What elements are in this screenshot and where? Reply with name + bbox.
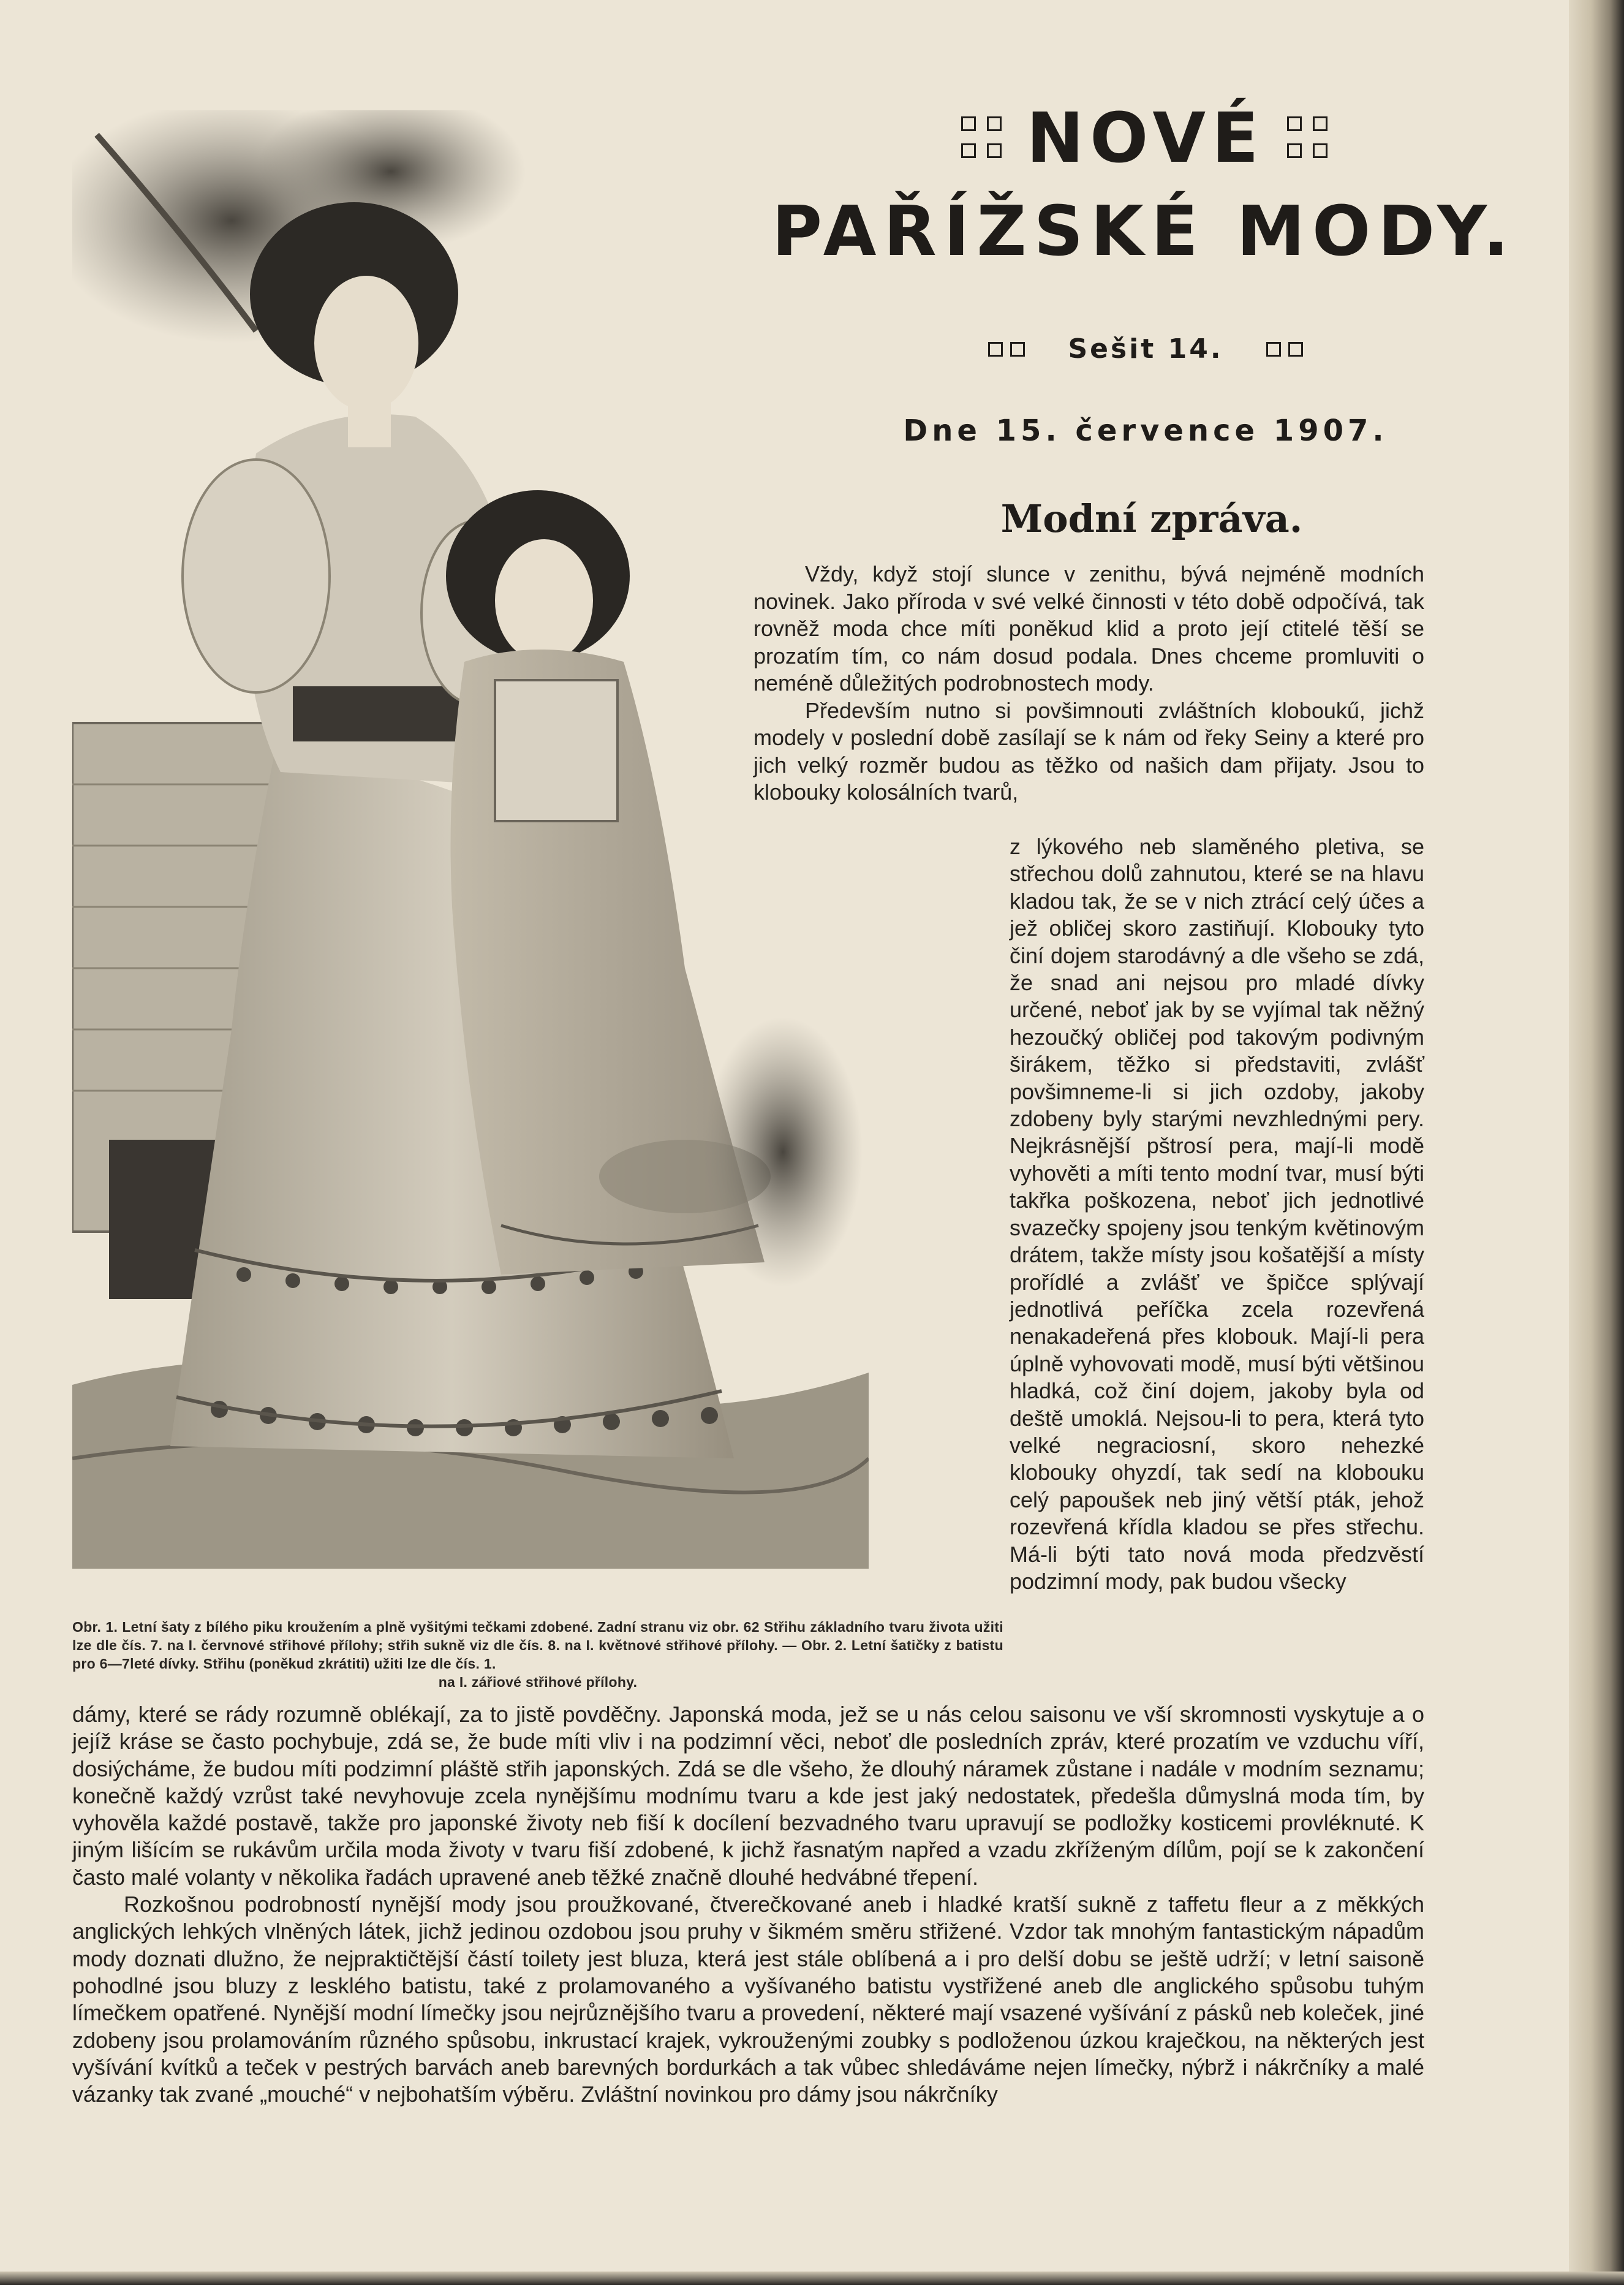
illustration-svg — [72, 110, 869, 1569]
ornament-squares-icon — [1287, 116, 1330, 161]
ornament-squares-icon — [961, 116, 1004, 161]
page-spine-edge — [1569, 0, 1624, 2285]
fashion-illustration — [72, 110, 869, 1569]
issue-row — [870, 333, 1421, 365]
caption-text-end: na I. zářiové střihové přílohy. — [438, 1674, 638, 1690]
issue-date: Dne 15. července 1907. — [903, 414, 1388, 448]
caption-text: Obr. 1. Letní šaty z bílého piku kroužením a plně vyšitými tečkami zdobené. Zadní stranu viz obr. 62 Střihu základního tvaru života užiti lze dle čís. 7. na I. červnové střihové přílohy; střih sukně viz dle čís. 8. na I. květnové střihové přílohy. — Obr. 2. Letní šatičky z batistu pro 6—7leté dívky. Střihu (poněkud zkrátiti) užiti lze dle čís. 1. — [72, 1619, 1003, 1672]
article-paragraph: Rozkošnou podrobností nynější mody jsou proužkované, čtverečkované aneb i hladké kratší sukně z taffetu fleur a z měkkých anglických lehkých vlněných látek, jichž jedinou ozdobou jsou pruhy v šikmém směru střižené. Vzdor tak mnohým fantastickým nápadům mody doznati dlužno, že nejpraktičtější částí toilety jest bluza, která jest stále oblíbená a i pro delší dobu se ještě udrží; v letní saisoně pohodlné jsou bluzy z lesklého batistu, také z prolamovaného a vyšívaného batistu vystřižené aneb dle anglického spůsobu tuhým límečkem opatřené. Nynější modní límečky jsou nejrůznějšího tvaru a provedení, některé mají vsazené vyšívání z pásků neb koleček, jiné zdobeny jsou prolamováním různého spůsobu, inkrustací krajek, vykrouženými zoubky s podloženou úzkou kraječkou, na některých jest vyšívání kvítků a teček v pestrých barvách aneb barevných bordurkách a tak vůbec shledáváme nejen límečky, nýbrž i nákrčníky a malé vázanky tak zvané „mouché“ v nejbohatším výběru. Zvláštní novinkou pro dámy jsou nákrčníky — [72, 1892, 1424, 2107]
article-paragraph: Vždy, když stojí slunce v zenithu, bývá nejméně modních novinek. Jako příroda v své velké činnosti v této době odpočívá, tak rovněž moda chce míti poněkud klid a proto její ctitelé těší se prozatím tím, co nám dosud podala. Dnes chceme promluviti o neméně důležitých podrobnostech mody. — [753, 561, 1424, 695]
article-column-upper — [753, 561, 1424, 806]
child-face — [495, 539, 593, 662]
article-paragraph: dámy, které se rády rozumně oblékají, za to jistě povděčny. Japonská moda, jež se u nás celou saisonu ve vší skromnosti vyskytuje a o jejíž krásе se často pochybuje, zdá se, že bude míti vliv i na podzimní věci, neboť dle posledních zpráv, které prozatím ve vzduchu víří, dosiýcháme, že budou míti podzimní pláště střih japonských. Zdá se dle všeho, že dlouhý náramek zůstane i nadále v modním seznamu; konečně každý vzrůst také nevyhovuje zcela nynějšímu modnímu tvaru a kde jest jaký nedostatek, předešla důmyslná moda tím, by vyhověla každé postavě, takže pro japonské životy neb fiší k docílení bezvadného tvaru upravují se podložky kosticemi provléknuté. K jiným lišícím se rukávům určila moda životy v tvaru fiší zdobené, k jichž řasnatým napřed a vzadu zkříženým dílům, pojí se k zakončení často malé volanty v několika řadách upravené aneb těžké značně dlouhé hedvábné třepení. — [72, 1702, 1424, 1890]
article-title: Modní zpráva. — [1000, 496, 1303, 541]
woman-sash — [293, 686, 477, 741]
article-column-narrow — [1010, 833, 1424, 1595]
ornament-squares-icon — [988, 342, 1025, 357]
masthead-row-1 — [870, 99, 1421, 178]
article-full-width — [72, 1701, 1424, 2108]
article-paragraph: Především nutno si povšimnouti zvláštních kloboukű, jichž modely v poslední době zasílají se k nám od řeky Seiny a které pro jich velký rozměr budou as těžko od našich dam přijaty. Jsou to klobouky kolosálních tvarů, — [753, 697, 1424, 805]
woman-face — [314, 276, 418, 411]
masthead — [772, 99, 1517, 448]
masthead-title-line1: NOVÉ — [1026, 99, 1265, 178]
ornament-squares-icon — [1266, 342, 1303, 357]
figure-caption — [72, 1618, 1003, 1691]
page-bottom-edge — [0, 2272, 1624, 2285]
article-paragraph: z lýkového neb slaměného pletiva, se střechou dolů zahnutou, které se na hlavu kladou tak, že se v nich ztrácí celý účes a jež obličej skoro zastiňují. Klobouky tyto činí dojem starodávný a dle všeho se zdá, že snad ani nejsou pro mladé dívky určené, neboť jak by se vyjímal tak něžný hezoučký obličej pod takovým podivným širákem, těžko si představiti, zvlášť povšimneme-li si jich ozdoby, jakoby zdobeny byly starými nevzhlednými pery. Nejkrásnější pštrosí pera, mají-li modě vyhověti a míti tento modní tvar, musí býti takřka poškozena, neboť jich jednotlivé svazečky spojeny jsou tenkým květinovým drátem, takže místy jsou košatější a místy prořídlé a zvlášť ve špičce splývají jednotlivá peříčka zcela rozevřená nenakadeřená přes klobouk. Mají-li pera úplně vyhovovati modě, musí býti většinou hladká, což činí dojem, jakoby byla od deště umoklá. Nejsou-li to pera, která tyto velké negraciosní, skoro nehezké klobouky ohyzdí, tak sedí na klobouku celý papoušek neb jiný větší pták, jehož rozevřená křídla kladou se přes střechu. Má-li býti tato nová moda předzvěstí podzimní mody, pak budou všecky — [1010, 834, 1424, 1594]
issue-number: Sešit 14. — [1068, 333, 1223, 365]
masthead-title-line2: PAŘÍŽSKÉ MODY. — [772, 192, 1517, 271]
